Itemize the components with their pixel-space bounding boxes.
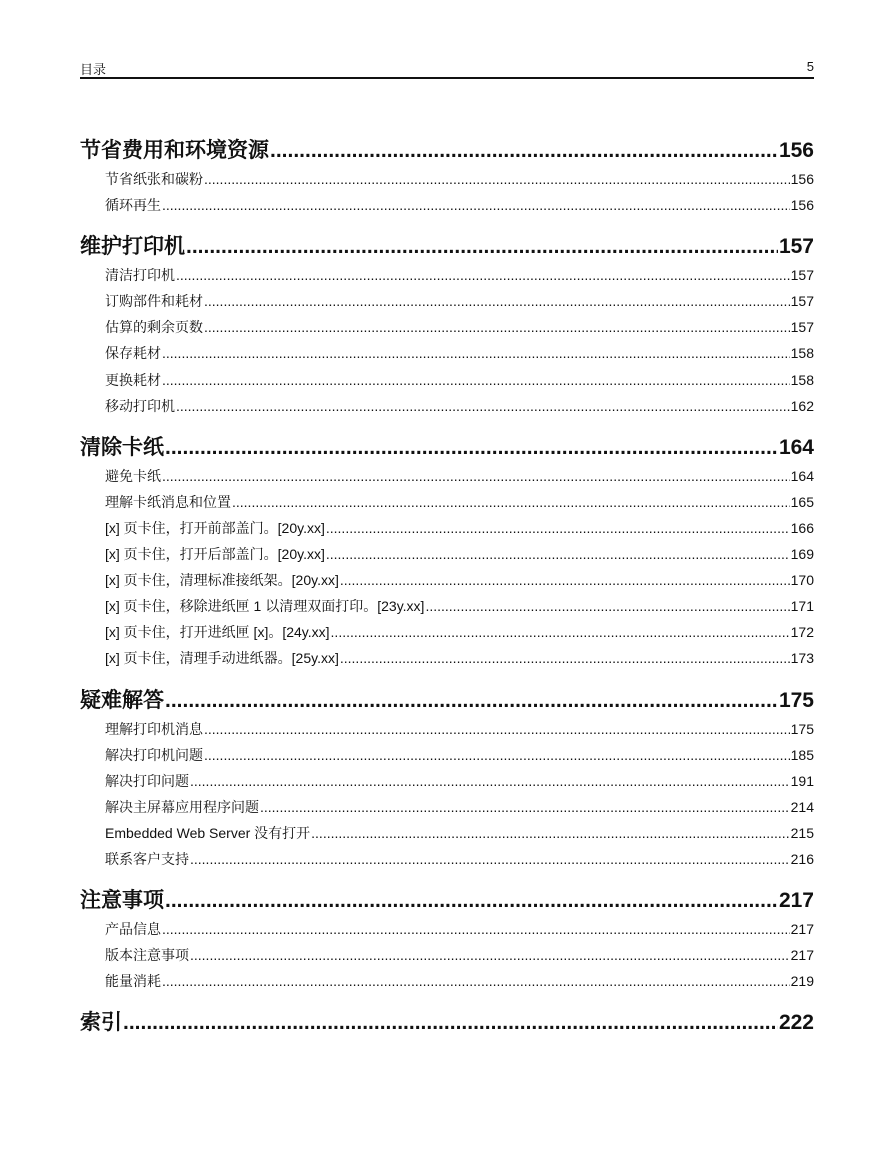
dot-leader	[186, 232, 778, 262]
toc-entry-page: 217	[790, 947, 814, 964]
dot-leader	[162, 916, 790, 942]
toc-entry-title: 解决打印机问题	[105, 746, 203, 763]
toc-entry-title: 理解卡纸消息和位置	[105, 493, 231, 510]
toc-entry-title: [x] 页卡住，清理手动进纸器。[25y.xx]	[105, 650, 339, 667]
dot-leader	[162, 192, 790, 218]
dot-leader	[340, 567, 790, 593]
dot-leader	[326, 515, 790, 541]
toc-entry-page: 169	[790, 546, 814, 563]
toc-entry-page: 170	[790, 572, 814, 589]
toc-entry[interactable]	[80, 192, 814, 218]
toc-entry-title: 节省纸张和碳粉	[105, 171, 203, 187]
toc-entry[interactable]	[80, 619, 814, 645]
toc-entry[interactable]	[80, 942, 814, 968]
header-page-number: 5	[806, 59, 814, 74]
toc-entry[interactable]	[80, 262, 814, 288]
dot-leader	[326, 541, 790, 567]
toc-section-page: 175	[778, 688, 814, 712]
toc-entry-title: [x] 页卡住，清理标准接纸架。[20y.xx]	[105, 572, 339, 589]
toc-entry-page: 172	[790, 624, 814, 641]
toc-section	[80, 232, 814, 419]
toc-section	[80, 136, 814, 218]
dot-leader	[162, 340, 790, 366]
dot-leader	[176, 262, 790, 288]
toc-section-heading[interactable]	[80, 433, 814, 463]
toc-entry-title: 解决主屏幕应用程序问题	[105, 798, 259, 815]
toc-section	[80, 686, 814, 873]
toc-section	[80, 433, 814, 672]
toc-entry[interactable]	[80, 567, 814, 593]
dot-leader	[165, 686, 778, 716]
toc-section-title: 清除卡纸	[80, 435, 164, 459]
toc-section-page: 217	[778, 889, 814, 913]
toc-entry[interactable]	[80, 593, 814, 619]
dot-leader	[162, 367, 790, 393]
toc-entry-title: 能量消耗	[105, 973, 161, 990]
toc-entry-page: 175	[790, 720, 814, 737]
toc-entry[interactable]	[80, 645, 814, 671]
toc-entry-title: 产品信息	[105, 921, 161, 938]
dot-leader	[204, 288, 790, 314]
toc-section-page: 157	[778, 235, 814, 259]
toc-entry[interactable]	[80, 916, 814, 942]
toc-section-heading[interactable]	[80, 232, 814, 262]
toc-entry-page: 157	[790, 319, 814, 336]
toc-section-title: 疑难解答	[80, 688, 164, 712]
toc-entry[interactable]	[80, 166, 814, 192]
toc-entry-page: 157	[790, 267, 814, 284]
toc-entry-page: 165	[790, 493, 814, 510]
dot-leader	[232, 489, 790, 515]
header-title: 目录	[80, 62, 107, 77]
toc-entry-page: 158	[790, 345, 814, 362]
toc-section-heading[interactable]	[80, 136, 814, 166]
toc-entry-page: 216	[790, 850, 814, 867]
dot-leader	[204, 742, 790, 768]
toc-entry-page: 173	[790, 650, 814, 667]
dot-leader	[331, 619, 790, 645]
toc-entry[interactable]	[80, 541, 814, 567]
dot-leader	[162, 463, 790, 489]
toc-entry[interactable]	[80, 768, 814, 794]
toc-entry-page: 214	[790, 798, 814, 815]
toc-entry-title: [x] 页卡住，打开前部盖门。[20y.xx]	[105, 519, 325, 536]
toc-entry-title: 估算的剩余页数	[105, 319, 203, 336]
toc-entry[interactable]	[80, 314, 814, 340]
toc-entry[interactable]	[80, 463, 814, 489]
toc-section-page: 164	[778, 435, 814, 459]
dot-leader	[190, 942, 790, 968]
toc-section-page: 156	[778, 139, 814, 162]
toc-entry-page: 215	[790, 824, 814, 841]
toc-entry-title: [x] 页卡住，打开进纸匣 [x]。[24y.xx]	[105, 624, 330, 641]
toc-entry[interactable]	[80, 742, 814, 768]
toc-section	[80, 886, 814, 994]
toc-entry[interactable]	[80, 367, 814, 393]
toc-section-heading[interactable]	[80, 686, 814, 716]
toc-entry[interactable]	[80, 340, 814, 366]
toc-entry[interactable]	[80, 393, 814, 419]
toc-entry-title: 理解打印机消息	[105, 720, 203, 737]
toc-entry-title: 避免卡纸	[105, 467, 161, 484]
toc-section-title: 注意事项	[80, 889, 164, 913]
dot-leader	[165, 886, 778, 916]
toc-entry-title: 移动打印机	[105, 397, 175, 414]
toc-entry-page: 156	[790, 197, 814, 214]
dot-leader	[176, 393, 790, 419]
toc-entry-page: 164	[790, 467, 814, 484]
dot-leader	[311, 820, 789, 846]
toc-entry[interactable]	[80, 716, 814, 742]
toc-entry-page: 219	[790, 973, 814, 990]
page-header	[80, 57, 814, 79]
toc-entry-page: 171	[790, 598, 814, 615]
table-of-contents	[80, 136, 814, 1038]
toc-entry-title: 联系客户支持	[105, 850, 189, 867]
toc-entry-title: 版本注意事项	[105, 947, 189, 964]
toc-section-title: 索引	[80, 1011, 122, 1035]
toc-entry-title: Embedded Web Server 没有打开	[105, 824, 311, 841]
toc-section-heading[interactable]	[80, 1008, 814, 1038]
dot-leader	[162, 968, 790, 994]
dot-leader	[260, 794, 790, 820]
toc-entry-title: 更换耗材	[105, 371, 161, 388]
toc-entry-title: [x] 页卡住，移除进纸匣 1 以清理双面打印。[23y.xx]	[105, 598, 425, 615]
toc-entry-title: [x] 页卡住，打开后部盖门。[20y.xx]	[105, 546, 325, 563]
dot-leader	[204, 314, 790, 340]
toc-entry-title: 保存耗材	[105, 345, 161, 362]
toc-entry-page: 158	[790, 371, 814, 388]
toc-section-title: 节省费用和环境资源	[80, 139, 269, 162]
toc-section-heading[interactable]	[80, 886, 814, 916]
dot-leader	[204, 716, 790, 742]
toc-entry[interactable]	[80, 820, 814, 846]
toc-entry-page: 217	[790, 921, 814, 938]
dot-leader	[190, 846, 790, 872]
toc-entry[interactable]	[80, 968, 814, 994]
toc-entry-title: 订购部件和耗材	[105, 293, 203, 310]
dot-leader	[340, 645, 790, 671]
dot-leader	[123, 1008, 778, 1038]
toc-section	[80, 1008, 814, 1038]
toc-entry[interactable]	[80, 288, 814, 314]
toc-entry-title: 清洁打印机	[105, 267, 175, 284]
toc-section-title: 维护打印机	[80, 235, 185, 259]
toc-entry-page: 162	[790, 397, 814, 414]
toc-entry[interactable]	[80, 846, 814, 872]
toc-entry-page: 156	[790, 171, 814, 187]
dot-leader	[270, 136, 778, 166]
toc-entry[interactable]	[80, 515, 814, 541]
toc-entry-title: 解决打印问题	[105, 772, 189, 789]
dot-leader	[190, 768, 790, 794]
dot-leader	[165, 433, 778, 463]
toc-entry[interactable]	[80, 794, 814, 820]
toc-entry-page: 166	[790, 519, 814, 536]
toc-entry[interactable]	[80, 489, 814, 515]
toc-entry-page: 157	[790, 293, 814, 310]
dot-leader	[425, 593, 789, 619]
toc-entry-page: 185	[790, 746, 814, 763]
toc-entry-title: 循环再生	[105, 197, 161, 214]
dot-leader	[204, 166, 790, 192]
toc-entry-page: 191	[790, 772, 814, 789]
toc-section-page: 222	[778, 1011, 814, 1035]
